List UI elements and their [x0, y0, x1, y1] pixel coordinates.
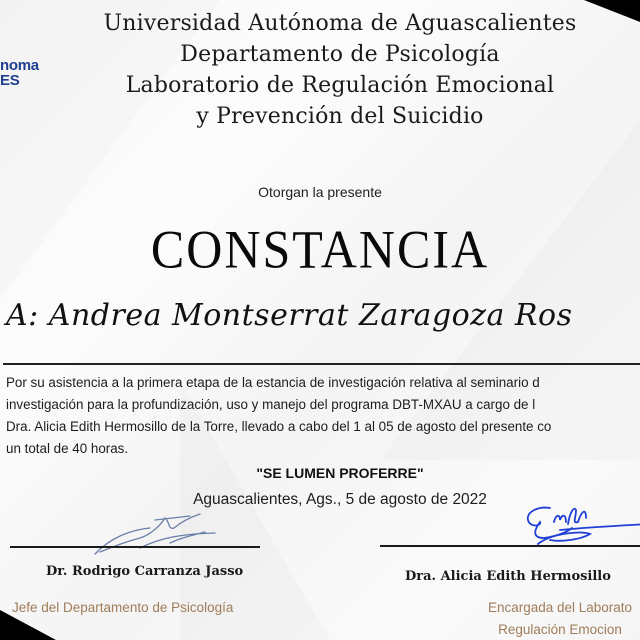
certificate-body	[6, 372, 640, 460]
intro-text: Otorgan la presente	[258, 184, 382, 200]
university-motto: "SE LUMEN PROFERRE"	[256, 465, 424, 481]
body-line: Por su asistencia a la primera etapa de la estancia de investigación relativa al seminario d	[6, 375, 540, 390]
signatory-role-left	[12, 597, 233, 619]
recipient-underline	[3, 363, 640, 365]
laboratory-name-cont: y Prevención del Suicidio	[196, 104, 484, 129]
certificate-title: CONSTANCIA	[150, 218, 490, 280]
role-line: Encargada del Laborato	[487, 600, 633, 615]
signatory-role-right	[430, 597, 640, 640]
signatory-name-left: Dr. Rodrigo Carranza Jasso	[46, 564, 244, 579]
department-name: Departamento de Psicología	[180, 42, 500, 67]
role-line: Jefe del Departamento de Psicología	[12, 600, 234, 615]
signature-right-icon	[520, 500, 640, 550]
role-line: Regulación Emocion	[498, 622, 622, 637]
place-and-date: Aguascalientes, Ags., 5 de agosto de 2022	[193, 491, 487, 508]
body-line: investigación para la profundización, uso y manejo del programa DBT-MXAU a cargo de l	[6, 397, 536, 412]
laboratory-name: Laboratorio de Regulación Emocional	[125, 73, 555, 98]
body-line: un total de 40 horas.	[6, 441, 129, 456]
recipient-name: A: Andrea Montserrat Zaragoza Ros	[6, 298, 573, 333]
signature-line-right	[380, 545, 640, 547]
university-name: Universidad Autónoma de Aguascalientes	[103, 11, 577, 36]
body-line: Dra. Alicia Edith Hermosillo de la Torre, llevado a cabo del 1 al 05 de agosto del presente co	[6, 419, 552, 434]
institution-header	[60, 8, 620, 132]
signatory-name-right: Dra. Alicia Edith Hermosillo	[405, 569, 611, 584]
university-logo	[0, 58, 39, 88]
logo-text-line1: noma	[0, 57, 39, 74]
signature-left-icon	[70, 508, 220, 558]
logo-text-line2: ES	[0, 72, 20, 89]
signature-line-left	[10, 546, 260, 548]
